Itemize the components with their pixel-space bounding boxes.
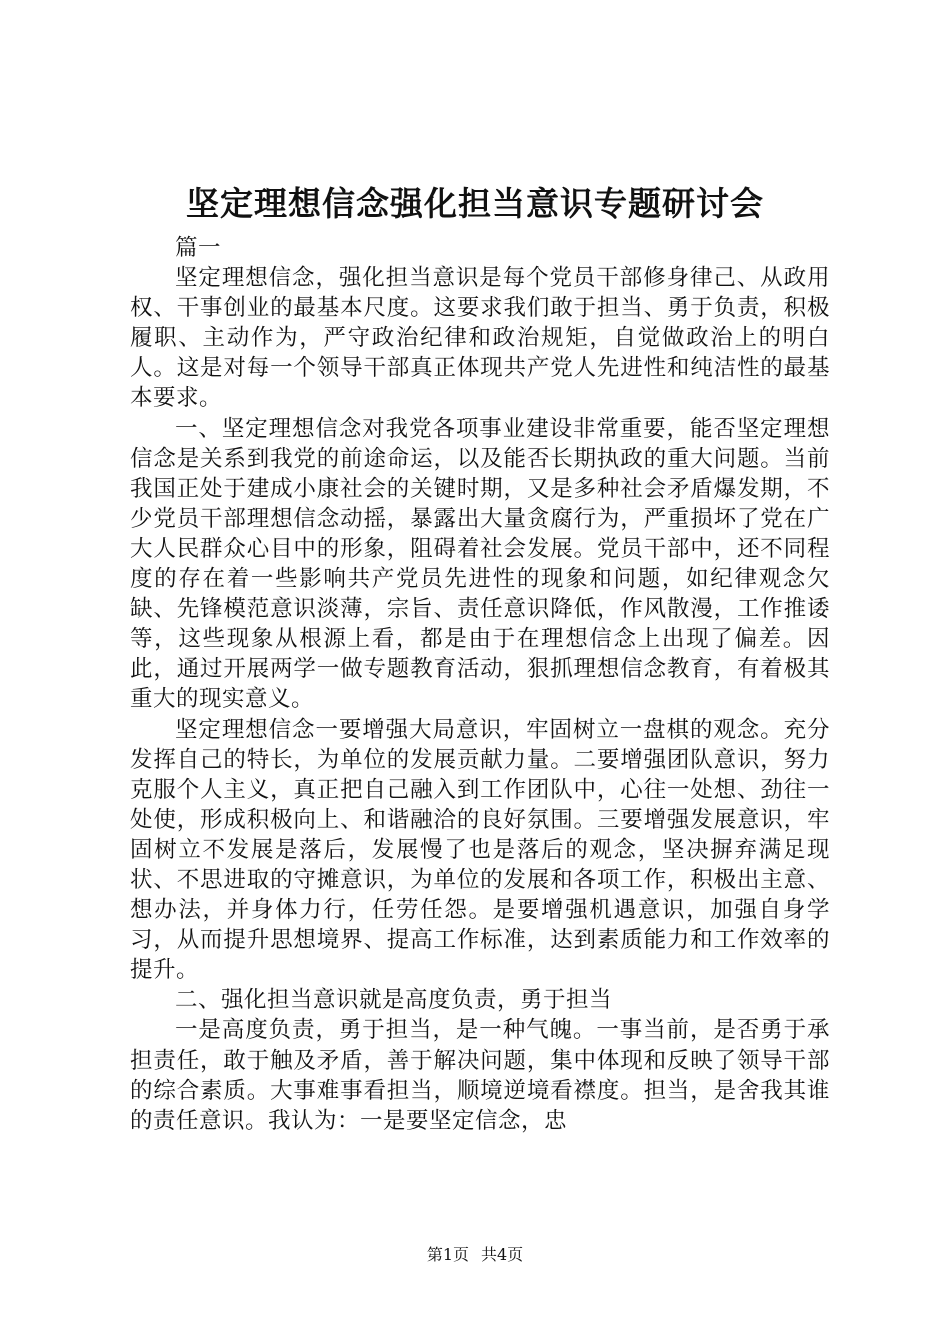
page-total: 共4页 xyxy=(481,1245,524,1264)
section-label: 篇一 xyxy=(175,235,222,261)
paragraph-responsibility: 一是高度负责，勇于担当，是一种气魄。一事当前，是否勇于承担责任，敢于触及矛盾，善于解决问题，集中体现和反映了领导干部的综合素质。大事难事看担当，顺境逆境看襟度。担当，是舍我其谁的责任意识。我认为：一是要坚定信念，忠 xyxy=(130,1017,830,1134)
section-heading-two: 二、强化担当意识就是高度负责，勇于担当 xyxy=(175,987,613,1014)
paragraph-intro: 坚定理想信念，强化担当意识是每个党员干部修身律己、从政用权、干事创业的最基本尺度。这要求我们敢于担当、勇于负责，积极履职、主动作为，严守政治纪律和政治规矩，自觉做政治上的明白人。这是对每一个领导干部真正体现共产党人先进性和纯洁性的最基本要求。 xyxy=(130,265,830,412)
paragraph-section-one: 一、坚定理想信念对我党各项事业建设非常重要，能否坚定理想信念是关系到我党的前途命运，以及能否长期执政的重大问题。当前我国正处于建成小康社会的关键时期，又是多种社会矛盾爆发期，不少党员干部理想信念动摇，暴露出大量贪腐行为，严重损坏了党在广大人民群众心目中的形象，阻碍着社会发展。党员干部中，还不同程度的存在着一些影响共产党员先进性的现象和问题，如纪律观念欠缺、先锋模范意识淡薄，宗旨、责任意识降低，作风散漫，工作推诿等，这些现象从根源上看，都是由于在理想信念上出现了偏差。因此，通过开展两学一做专题教育活动，狠抓理想信念教育，有着极其重大的现实意义。 xyxy=(130,415,830,713)
paragraph-ideals: 坚定理想信念一要增强大局意识，牢固树立一盘棋的观念。充分发挥自己的特长，为单位的发展贡献力量。二要增强团队意识，努力克服个人主义，真正把自己融入到工作团队中，心往一处想、劲往一处使，形成积极向上、和谐融洽的良好氛围。三要增强发展意识，牢固树立不发展是落后，发展慢了也是落后的观念，坚决摒弃满足现状、不思进取的守摊意识，为单位的发展和各项工作，积极出主意、想办法，并身体力行，任劳任怨。是要增强机遇意识，加强自身学习，从而提升思想境界、提高工作标准，达到素质能力和工作效率的提升。 xyxy=(130,716,830,984)
document-title: 坚定理想信念强化担当意识专题研讨会 xyxy=(186,184,764,223)
page-footer xyxy=(0,1244,950,1266)
document-body xyxy=(130,233,830,1136)
page-number: 第1页 xyxy=(426,1245,469,1264)
